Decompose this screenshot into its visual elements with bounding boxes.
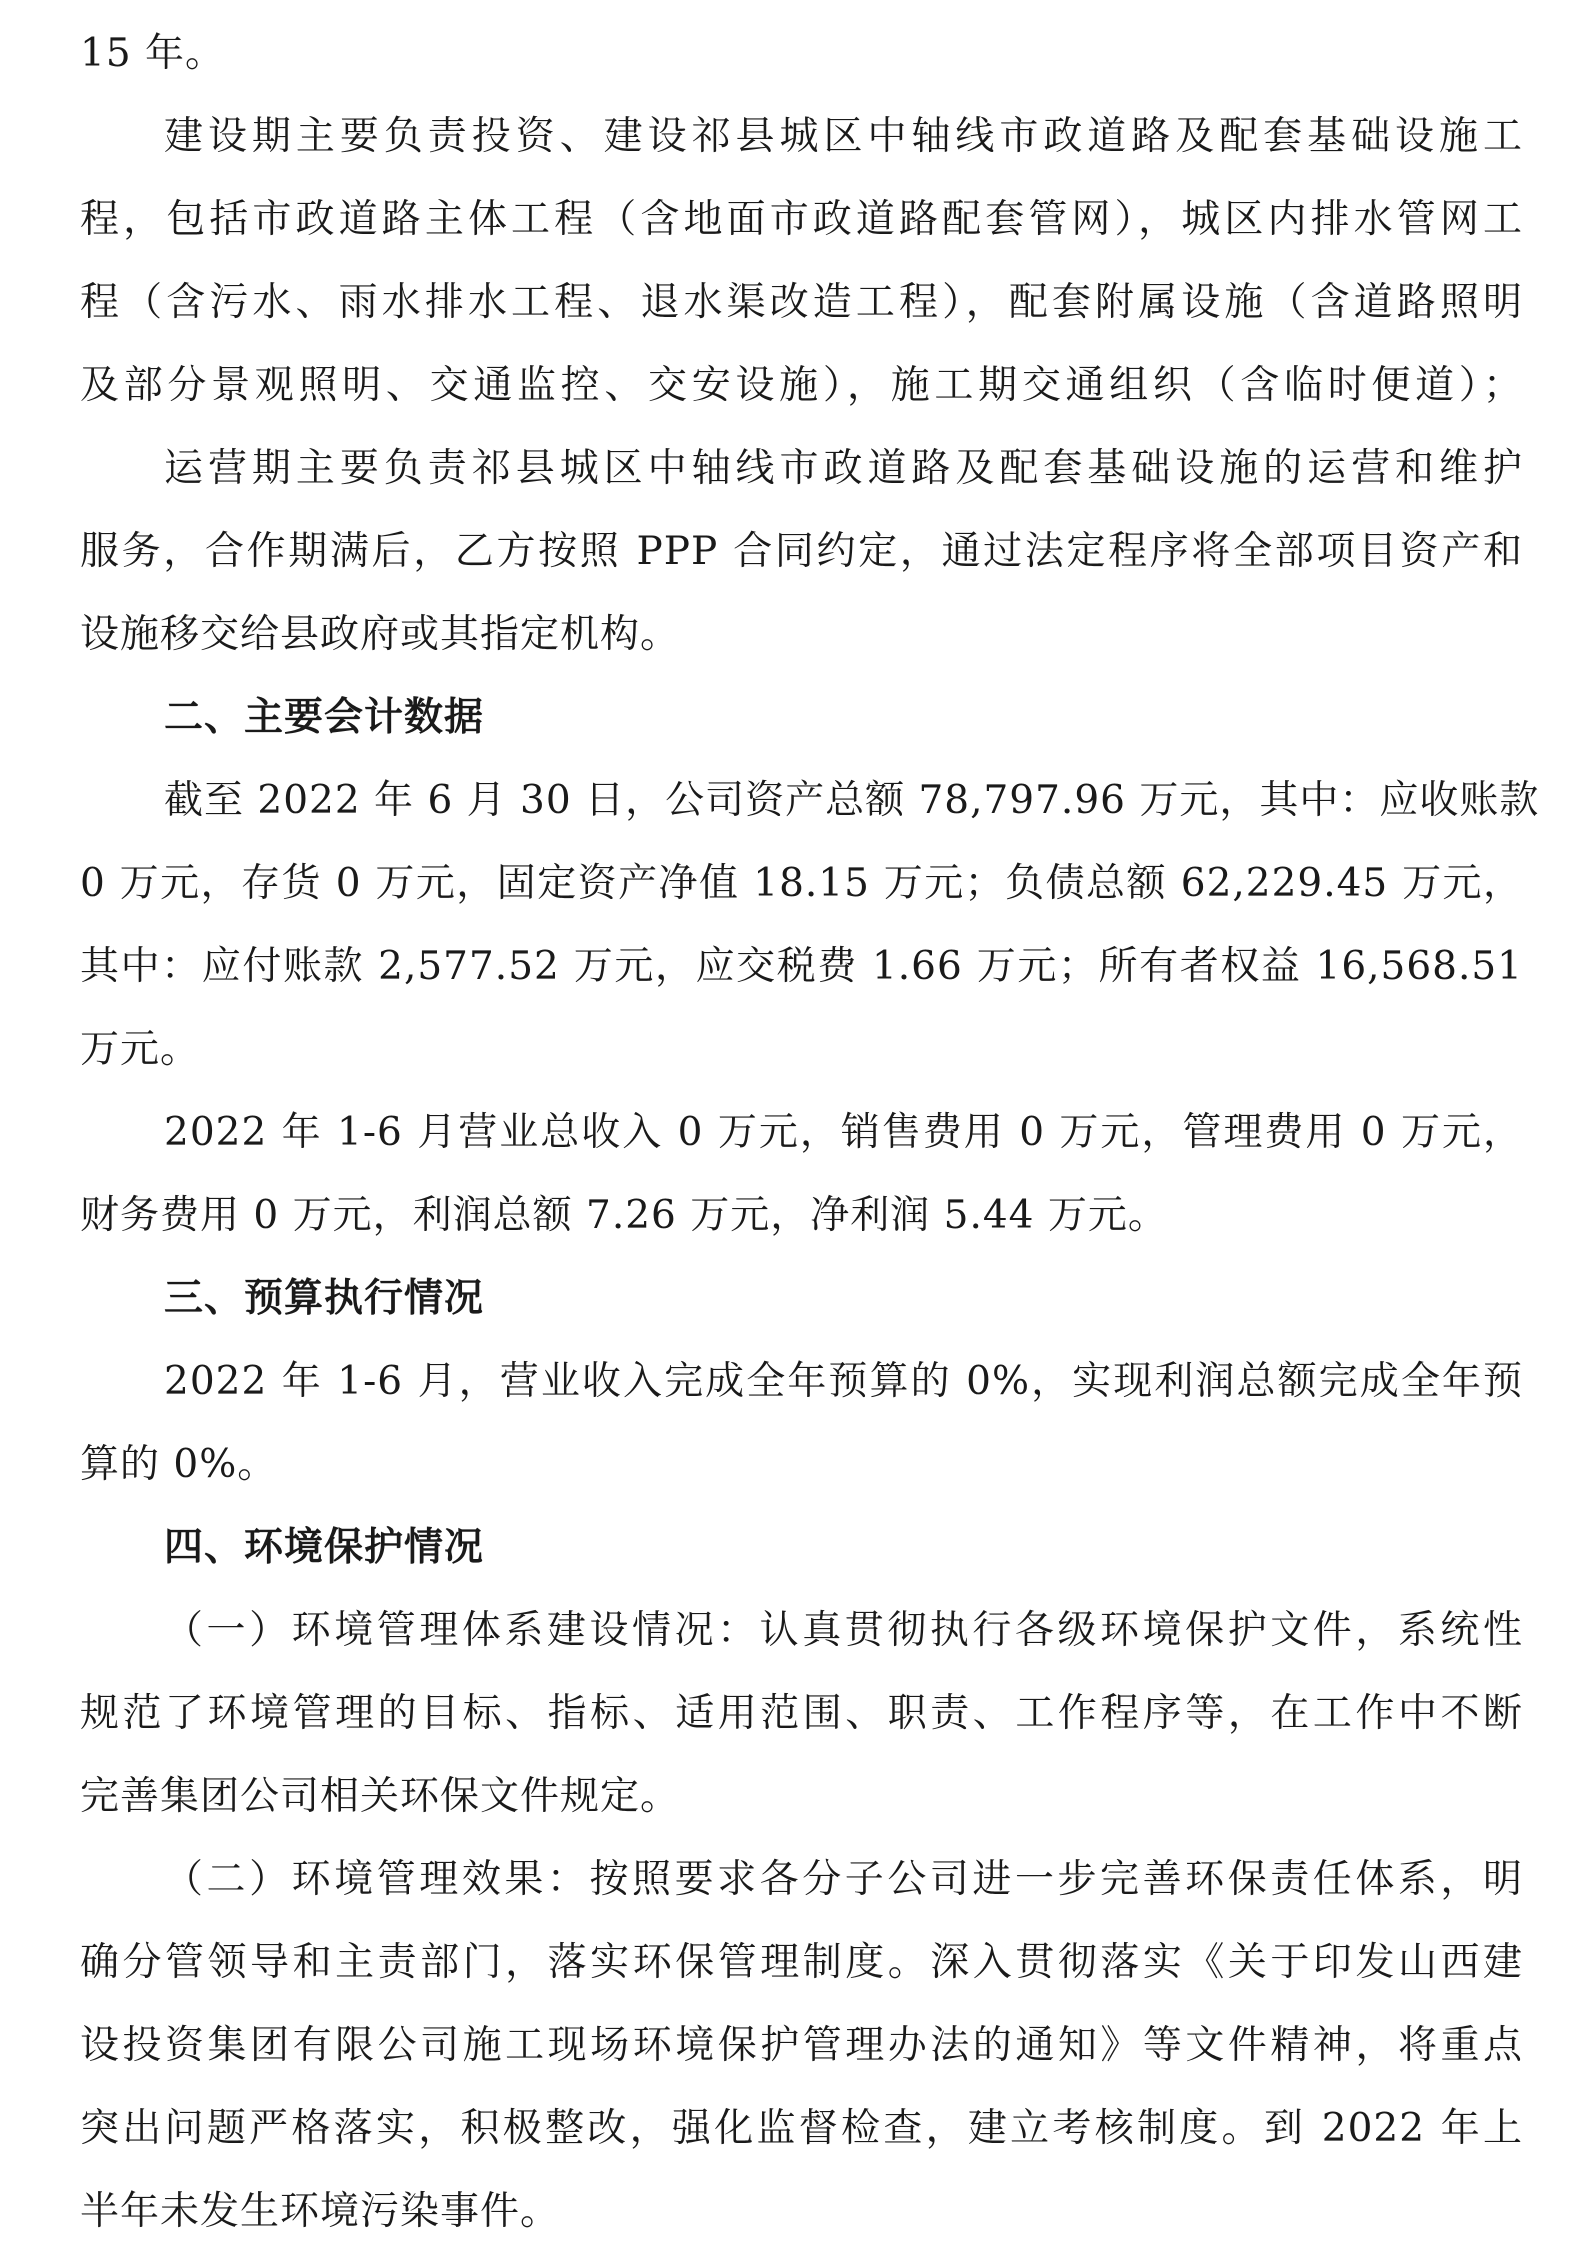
section-heading: 四、环境保护情况 xyxy=(164,1525,485,1570)
paragraph-line: 截至 2022 年 6 月 30 日，公司资产总额 78,797.96 万元，其中：应收账款 xyxy=(164,778,1540,823)
paragraph-line: 万元。 xyxy=(80,1027,201,1072)
paragraph-line: 其中：应付账款 2,577.52 万元，应交税费 1.66 万元；所有者权益 16,568.51 xyxy=(80,944,1523,989)
paragraph-line: 算的 0%。 xyxy=(80,1442,278,1487)
paragraph-line: 设投资集团有限公司施工现场环境保护管理办法的通知》等文件精神，将重点 xyxy=(80,2023,1523,2068)
paragraph-line: 建设期主要负责投资、建设祁县城区中轴线市政道路及配套基础设施工 xyxy=(164,114,1523,159)
paragraph-line: 突出问题严格落实，积极整改，强化监督检查，建立考核制度。到 2022 年上 xyxy=(80,2106,1523,2151)
paragraph-line: 15 年。 xyxy=(80,31,226,76)
paragraph-line: 确分管领导和主责部门，落实环保管理制度。深入贯彻落实《关于印发山西建 xyxy=(80,1940,1523,1985)
paragraph-line: 服务，合作期满后，乙方按照 PPP 合同约定，通过法定程序将全部项目资产和 xyxy=(80,529,1523,574)
paragraph-line: 财务费用 0 万元，利润总额 7.26 万元，净利润 5.44 万元。 xyxy=(80,1193,1168,1238)
paragraph-line: 及部分景观照明、交通监控、交安设施），施工期交通组织（含临时便道）； xyxy=(80,363,1523,408)
section-heading: 二、主要会计数据 xyxy=(164,695,485,740)
paragraph-line: 0 万元，存货 0 万元，固定资产净值 18.15 万元；负债总额 62,229.45 万元， xyxy=(80,861,1523,906)
section-heading: 三、预算执行情况 xyxy=(164,1276,485,1321)
paragraph-line: 规范了环境管理的目标、指标、适用范围、职责、工作程序等，在工作中不断 xyxy=(80,1691,1523,1736)
paragraph-line: 运营期主要负责祁县城区中轴线市政道路及配套基础设施的运营和维护 xyxy=(164,446,1523,491)
paragraph-line: 设施移交给县政府或其指定机构。 xyxy=(80,612,681,657)
paragraph-line: （一）环境管理体系建设情况：认真贯彻执行各级环境保护文件，系统性 xyxy=(164,1608,1523,1653)
paragraph-line: 程（含污水、雨水排水工程、退水渠改造工程），配套附属设施（含道路照明 xyxy=(80,280,1523,325)
paragraph-line: 程，包括市政道路主体工程（含地面市政道路配套管网），城区内排水管网工 xyxy=(80,197,1523,242)
paragraph-line: 半年未发生环境污染事件。 xyxy=(80,2189,561,2234)
paragraph-line: 完善集团公司相关环保文件规定。 xyxy=(80,1774,681,1819)
paragraph-line: （二）环境管理效果：按照要求各分子公司进一步完善环保责任体系，明 xyxy=(164,1857,1523,1902)
paragraph-line: 2022 年 1-6 月，营业收入完成全年预算的 0%，实现利润总额完成全年预 xyxy=(164,1359,1523,1404)
paragraph-line: 2022 年 1-6 月营业总收入 0 万元，销售费用 0 万元，管理费用 0 万元， xyxy=(164,1110,1523,1155)
